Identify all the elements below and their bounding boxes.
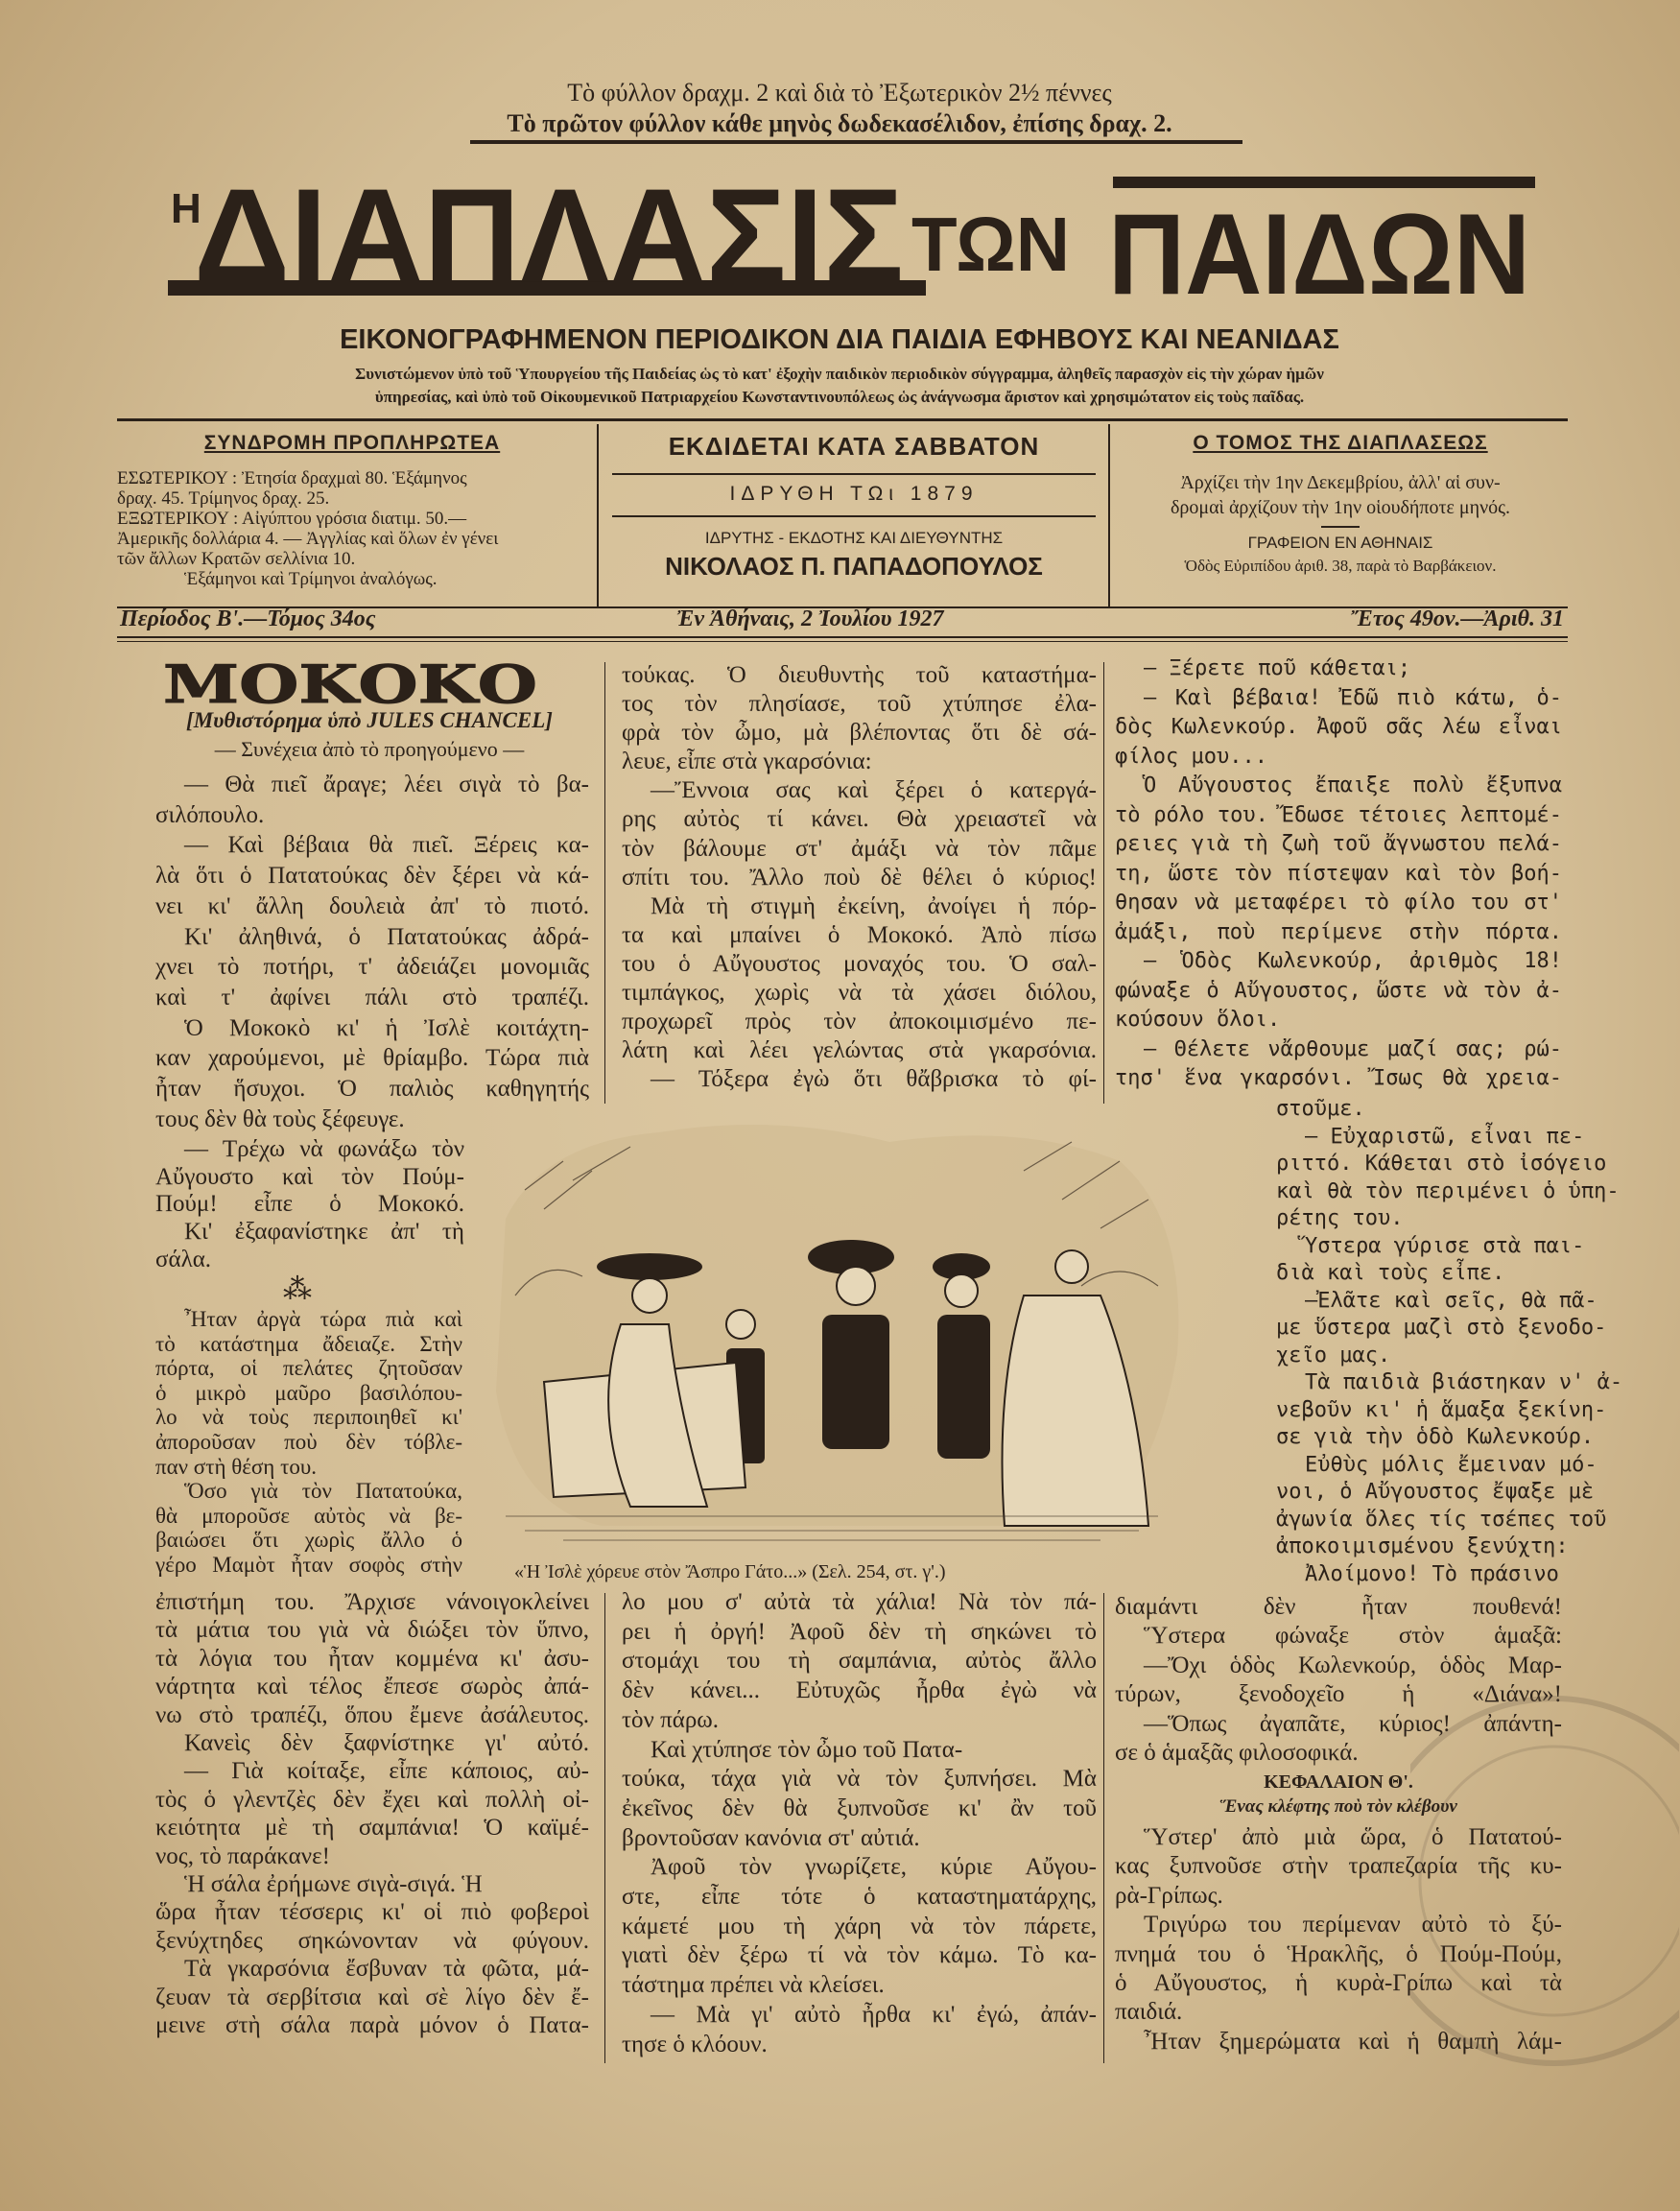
publisher-name: ΝΙΚΟΛΑΟΣ Π. ΠΑΠΑΔΟΠΟΥΛΟΣ — [665, 552, 1043, 581]
text-line: λὰ ὅτι ὁ Πατατούκας δὲν ξέρει νὰ κά- — [155, 863, 589, 890]
text-line: Ὕστερ' ἀπὸ μιὰ ὥρα, ὁ Πατατού- — [1144, 1824, 1562, 1850]
founded-year: ΙΔΡΥΘΗ ΤΩι 1879 — [729, 483, 979, 505]
text-line: νω στὸ τραπέζι, ὅπου ἔμενε ἀσάλευτος. — [155, 1701, 589, 1728]
column-divider — [1103, 662, 1104, 1104]
text-line: ὁ Αὔγουστος, ἡ κυρὰ-Γρίπω καὶ τὰ — [1115, 1970, 1562, 1997]
dateline-period: Περίοδος Β'.—Τόμος 34ος — [120, 606, 376, 631]
text-line: με ὕστερα μαζὶ στὸ ξενοδο- — [1276, 1316, 1607, 1340]
text-line: Κι' ἀληθινά, ὁ Πατατούκας ἀδρά- — [184, 923, 589, 950]
subscription-box — [117, 432, 587, 589]
text-line: σπίτι του. Ἄλλο ποὺ δὲ θέλει ὁ κύριος! — [622, 864, 1097, 891]
subscription-line: δραχ. 45. Τρίμηνος δραχ. 25. — [117, 488, 330, 509]
text-line: Ἦταν ξημερώματα καὶ ἡ θαμπὴ λάμ- — [1144, 2028, 1562, 2055]
text-line: Ὕστερα γύρισε στὰ παι- — [1305, 1233, 1585, 1258]
story-byline: [Μυθιστόρημα ὑπὸ JULES CHANCEL] — [186, 708, 553, 732]
masthead-article: Η — [171, 185, 201, 232]
text-line: ρει ἡ ὀργή! Ἀφοῦ δὲν τὴ σηκώνει τὸ — [622, 1618, 1097, 1645]
text-line: λο νὰ τοὺς περιποιηθεῖ κι' — [155, 1405, 462, 1430]
text-line: νος, τὸ παράκανε! — [155, 1842, 330, 1869]
text-line: Ὁ Αὔγουστος ἔπαιξε πολὺ ἔξυπνα — [1144, 773, 1562, 797]
text-line: τη, ὥστε τὸν πίστεψαν καὶ τὸν βοή- — [1115, 861, 1562, 886]
text-line: φίλος μου... — [1115, 744, 1267, 769]
text-line: Ὁ Μοκοκὸ κι' ἡ Ἰσλὲ κοιτάχτη- — [184, 1014, 589, 1041]
text-line: τιμπάγκος, χωρὶς νὰ τὰ χάσει διόλου, — [622, 980, 1097, 1007]
text-line: Ὕστερα φώναξε στὸν ἁμαξᾶ: — [1144, 1623, 1562, 1650]
text-line: ἀμάξι, ποὺ περίμενε στὴν πόρτα. — [1115, 919, 1562, 944]
text-line: θὰ μποροῦσε αὐτὸς νὰ βε- — [155, 1503, 462, 1528]
text-line: λάτη καὶ λέει γελώντας στὰ γκαρσόνια. — [622, 1037, 1097, 1064]
text-line: τάστημα πρέπει νὰ κλείσει. — [622, 1972, 885, 1999]
text-line: λευε, εἶπε στὰ γκαρσόνια: — [622, 749, 872, 775]
publication-box — [604, 432, 1103, 582]
text-line: καὶ θὰ τὸν περιμένει ὁ ὑπη- — [1276, 1178, 1620, 1203]
library-stamp — [1410, 1670, 1679, 2092]
text-line: γέρο Μαμὸτ ἦταν σοφὸς στὴν — [155, 1552, 462, 1577]
subscription-title: ΣΥΝΔΡΟΜΗ ΠΡΟΠΛΗΡΩΤΕΑ — [203, 432, 501, 454]
text-line: λο μου σ' αὐτὰ τὰ χάλια! Νὰ τὸν πά- — [622, 1589, 1097, 1615]
endorsement-line-1: Συνιστώμενον ὑπὸ τοῦ Ὑπουργείου τῆς Παιδείας ὡς τὸ κατ' ἐξοχὴν παιδικὸν περιοδικὸν σύγγραμμα, ἀληθεῖς παρασχὸν εἰς τὴν χώραν ἡμῶν — [355, 365, 1324, 383]
text-line: στοῦμε. — [1276, 1097, 1365, 1121]
text-line: σιλόπουλο. — [155, 801, 265, 828]
text-line: κάμετέ μου τὴ χάρη νὰ τὸν πάρετε, — [622, 1913, 1097, 1939]
text-line: — Γιὰ κοίταξε, εἶπε κάποιος, αὐ- — [184, 1758, 589, 1785]
text-line: φώναξε ὁ Αὔγουστος, ὥστε νὰ τὸν ἀ- — [1115, 978, 1562, 1003]
volume-title: Ο ΤΟΜΟΣ ΤΗΣ ΔΙΑΠΛΑΣΕΩΣ — [1193, 432, 1488, 454]
column-1-text-bottom — [155, 1588, 589, 2040]
chapter-title: ΚΕΦΑΛΑΙΟΝ Θ'. — [1264, 1771, 1413, 1793]
text-line: Εὐθὺς μόλις ἔμειναν μό- — [1305, 1452, 1597, 1477]
text-line: βαιώσει ὅτι χωρὶς ἄλλο ὁ — [155, 1528, 462, 1553]
text-line: τὰ μάτια του γιὰ νὰ διώξει τὸν ὕπνο, — [155, 1617, 589, 1644]
publisher-role: ΙΔΡΥΤΗΣ - ΕΚΔΟΤΗΣ ΚΑΙ ΔΙΕΥΘΥΝΤΗΣ — [704, 529, 1004, 547]
column-2-text-top — [622, 661, 1097, 1094]
volume-text — [1115, 470, 1566, 520]
column-2-text-bottom — [622, 1588, 1097, 2059]
text-line: σε γιὰ τὴν ὁδὸ Κωλενκούρ. — [1276, 1425, 1595, 1449]
divider — [1108, 424, 1110, 606]
text-line: — Τρέχω νὰ φωνάξω τὸν — [184, 1136, 464, 1162]
masthead-title-paidon: ΠΑΙΔΩΝ — [1108, 190, 1530, 317]
text-line: — Τόξερα ἐγὼ ὅτι θἄβρισκα τὸ φί- — [651, 1066, 1097, 1093]
chapter-subtitle: Ἕνας κλέφτης ποὺ τὸν κλέβουν — [1219, 1796, 1457, 1817]
text-line: Κανεὶς δὲν ξαφνίστηκε γι' αὐτό. — [184, 1730, 589, 1757]
divider — [470, 140, 1242, 144]
endorsement-line-2: ὑπηρεσίας, καὶ ὑπὸ τοῦ Οἰκουμενικοῦ Πατριαρχείου Κωνσταντινουπόλεως ὡς ἀνάγνωσμα ἄριστον καὶ χρησιμώτατον εἰς τοὺς παῖδας. — [374, 388, 1305, 406]
divider — [117, 636, 1568, 638]
text-line: Κι' ἐξαφανίστηκε ἀπ' τὴ — [184, 1219, 464, 1246]
text-line: κας ξυπνοῦσε στὴν τραπεζαρία τῆς κυ- — [1115, 1853, 1562, 1880]
text-line: προχωρεῖ πρὸς τὸν ἀποκοιμισμένο πε- — [622, 1009, 1097, 1035]
office-address: Ὁδὸς Εὐριπίδου ἀριθ. 38, παρὰ τὸ Βαρβάκειον. — [1184, 557, 1497, 575]
text-line: —Ὄχι ὁδὸς Κωλενκούρ, ὁδὸς Μαρ- — [1144, 1652, 1562, 1678]
text-line: Τὰ γκαρσόνια ἔσβυναν τὰ φῶτα, μά- — [184, 1956, 589, 1983]
subscription-line: ΕΞΩΤΕΡΙΚΟΥ : Αἰγύπτου γρόσια διατιμ. 50.— — [117, 509, 467, 529]
column-divider — [604, 662, 605, 1104]
text-line: τος τὸν πλησίασε, τοῦ χτύπησε ἐλα- — [622, 691, 1097, 718]
dateline — [120, 606, 1564, 635]
text-line: ἐπιστήμη του. Ἄρχισε νάνοιγοκλείνει — [155, 1589, 589, 1615]
text-line: γιατὶ δὲν ξέρω τί νὰ τὸν κάμω. Τὸ κα- — [622, 1942, 1097, 1969]
illustration-caption: «Ἡ Ἰσλὲ χόρευε στὸν Ἄσπρο Γάτο...» (Σελ. 254, στ. γ'.) — [514, 1561, 946, 1582]
masthead-title-ton: ΤΩΝ — [911, 202, 1070, 287]
illustration-cafe-scene — [486, 1104, 1201, 1555]
price-notice-line-1: Τὸ φύλλον δραχμ. 2 καὶ διὰ τὸ Ἐξωτερικὸν 2½ πέννες — [567, 79, 1112, 107]
text-line: νεβοῦν κι' ἡ ἅμαξα ξεκίνη- — [1276, 1397, 1607, 1422]
text-line: τὸν βάλουμε στ' ἀμάξι νὰ τὸν πᾶμε — [622, 835, 1097, 862]
text-line: — Μὰ γι' αὐτὸ ἦρθα κι' ἐγώ, ἀπάν- — [651, 2001, 1097, 2028]
text-line: καὶ τ' ἀφίνει πάλι στὸ τραπέζι. — [155, 984, 589, 1010]
column-1-text-middle — [155, 1307, 462, 1578]
text-line: στε, εἶπε τότε ὁ καταστηματάρχης, — [622, 1884, 1097, 1911]
text-line: μεινε στὴ σάλα παρὰ μόνον ὁ Πατα- — [155, 2012, 589, 2039]
text-line: διαμάντι δὲν ἦταν πουθενά! — [1115, 1594, 1562, 1620]
text-line: τὸ ρόλο του. Ἔδωσε τέτοιες λεπτομέ- — [1115, 802, 1562, 827]
text-line: ἀποροῦσαν ποὺ δὲν τόβλε- — [155, 1429, 462, 1454]
text-line: στομάχι του τὴ σαμπάνια, αὐτὸς ἄλλο — [622, 1648, 1097, 1675]
text-line: Ἡ σάλα ἐρήμωνε σιγὰ-σιγά. Ἡ — [184, 1871, 483, 1898]
dateline-issue: Ἔτος 49ον.—Ἀριθ. 31 — [1350, 606, 1564, 631]
text-line: ἀγωνία ὅλες τίς τσέπες τοῦ — [1276, 1507, 1607, 1532]
text-line: ὥρα ἦταν τέσσερις κι' οἱ πιὸ φοβεροὶ — [155, 1899, 589, 1926]
story-continued: — Συνέχεια ἀπὸ τὸ προηγούμενο — — [214, 737, 525, 761]
masthead-overbar — [1113, 177, 1535, 188]
column-divider — [1103, 1593, 1104, 2063]
text-line: Ἦταν ἀργὰ τώρα πιὰ καὶ — [184, 1307, 462, 1331]
text-line: ἐκεῖνος δὲν θὰ ξυπνοῦσε κι' ἂν τοῦ — [622, 1795, 1097, 1821]
text-line: σε ὁ ἁμαξᾶς φιλοσοφικά. — [1115, 1740, 1359, 1767]
text-line: — Καὶ βέβαια! Ἐδῶ πιὸ κάτω, ὁ- — [1144, 685, 1562, 710]
text-line: κούσουν ὅλοι. — [1115, 1008, 1281, 1032]
text-line: σάλα. — [155, 1246, 212, 1272]
column-1-text-narrow — [155, 1136, 464, 1274]
text-line: διὰ καὶ τοὺς εἶπε. — [1276, 1261, 1505, 1285]
text-line: πνημά του ὁ Ἡρακλῆς, ὁ Πούμ-Πούμ, — [1115, 1940, 1562, 1967]
text-line: ἀποκοιμισμένου ξενύχτη: — [1276, 1534, 1569, 1558]
divider — [597, 424, 599, 606]
text-line: παιδιά. — [1115, 1999, 1183, 2026]
text-line: —Ὅπως ἀγαπᾶτε, κύριος! ἀπάντη- — [1144, 1710, 1562, 1737]
text-line: θησαν νὰ μεταφέρει τὸ φίλο του στ' — [1115, 891, 1562, 915]
text-line: — Θέλετε νἄρθουμε μαζί σας; ρώ- — [1144, 1036, 1562, 1061]
subscription-line: Ἑξάμηνοι καὶ Τρίμηνοι ἀναλόγως. — [184, 569, 438, 589]
text-line: τὰ λόγια του ἦταν κομμένα κι' ἀσυ- — [155, 1645, 589, 1672]
publication-schedule: ΕΚΔΙΔΕΤΑΙ ΚΑΤΑ ΣΑΒΒΑΤΟΝ — [668, 432, 1040, 461]
text-line: Ἀφοῦ τὸν γνωρίζετε, κύριε Αὔγου- — [651, 1854, 1097, 1881]
masthead-subtitle: ΕΙΚΟΝΟΓΡΑΦΗΜΕΝΟΝ ΠΕΡΙΟΔΙΚΟΝ ΔΙΑ ΠΑΙΔΙΑ ΕΦΗΒΟΥΣ ΚΑΙ ΝΕΑΝΙΔΑΣ — [340, 324, 1339, 355]
text-line: Τὰ παιδιὰ βιάστηκαν ν' ἀ- — [1305, 1370, 1623, 1394]
text-line: νοι, ὁ Αὔγουστος ἔψαξε μὲ — [1276, 1480, 1595, 1504]
text-line: — Καὶ βέβαια θὰ πιεῖ. Ξέρεις κα- — [184, 832, 589, 859]
masthead-title-diaplasis: ΔΙΑΠΛΑΣΙΣ — [194, 163, 904, 311]
text-line: παν στὴ θέση του. — [155, 1454, 317, 1479]
text-line: ρὰ-Γρίπως. — [1115, 1882, 1223, 1909]
text-line: καν χαρούμενοι, μὲ θρίαμβο. Τώρα πιὰ — [155, 1045, 589, 1072]
divider — [117, 418, 1568, 421]
text-line: βροντοῦσαν κανόνια στ' αὐτιά. — [622, 1824, 920, 1851]
text-line: Ὅσο γιὰ τὸν Πατατούκα, — [184, 1479, 462, 1504]
endorsement — [154, 363, 1526, 409]
text-line: ἦταν ἥσυχοι. Ὁ παλιὸς καθηγητής — [155, 1076, 589, 1103]
text-line: Ἀλοίμονο! Τὸ πράσινο — [1305, 1561, 1559, 1586]
story-title — [163, 660, 547, 708]
text-line: τησ' ἕνα γκαρσόνι. Ἴσως θὰ χρεια- — [1115, 1066, 1562, 1090]
text-line: Πούμ! εἶπε ὁ Μοκοκό. — [155, 1191, 464, 1218]
text-line: κειότητα μὲ τὴ σαμπάνια! Ὁ καϊμέ- — [155, 1815, 589, 1842]
text-line: τύρων, ξενοδοχεῖο ἡ «Διάνα»! — [1115, 1681, 1562, 1708]
text-line: — Εὐχαριστῶ, εἶναι πε- — [1305, 1124, 1585, 1149]
text-line: δὲν κάνει... Εὐτυχῶς ἦρθα ἐγὼ νὰ — [622, 1677, 1097, 1704]
text-line: τους δὲν θὰ τοὺς ξέφευγε. — [155, 1106, 405, 1132]
text-line: ὁ μικρὸ μαῦρο βασιλόπου- — [155, 1380, 462, 1405]
story-title-text: ΜΟΚΟΚΟ — [163, 660, 537, 708]
text-line: Καὶ χτύπησε τὸν ὦμο τοῦ Πατα- — [651, 1736, 963, 1763]
text-line: Μὰ τὴ στιγμὴ ἐκείνη, ἀνοίγει ἡ πόρ- — [651, 892, 1097, 919]
text-line: — Ξέρετε ποῦ κάθεται; — [1144, 656, 1411, 680]
text-line: ζευαν τὰ σερβίτσια καὶ σὲ λίγο δὲν ἔ- — [155, 1984, 589, 2010]
text-line: τούκας. Ὁ διευθυντὴς τοῦ καταστήμα- — [622, 662, 1097, 688]
office-title: ΓΡΑΦΕΙΟΝ ΕΝ ΑΘΗΝΑΙΣ — [1247, 534, 1433, 552]
text-line: ξενύχτηδες σηκώνονταν νὰ φύγουν. — [155, 1927, 589, 1954]
column-1-text-top — [155, 770, 589, 1134]
divider — [117, 641, 1568, 642]
text-line: νάρτητα καὶ τέλος ἔπεσε σωρὸς ἀπά- — [155, 1674, 589, 1700]
text-line: τὸ κατάστημα ἄδειαζε. Στὴν — [155, 1331, 462, 1356]
text-line: τα καὶ μπαίνει ὁ Μοκοκό. Ἀπὸ πίσω — [622, 921, 1097, 948]
text-line: ρέτης του. — [1276, 1206, 1404, 1230]
volume-line-2: δρομαὶ ἀρχίζουν τὴν 1ην οἱουδήποτε μηνός. — [1170, 497, 1511, 518]
text-line: ριττό. Κάθεται στὸ ἰσόγειο — [1276, 1152, 1607, 1176]
column-divider — [604, 1593, 605, 2063]
text-line: Αὔγουστο καὶ τὸν Πούμ- — [155, 1163, 464, 1190]
price-notice-line-2: Τὸ πρῶτον φύλλον κάθε μηνὸς δωδεκασέλιδον, ἐπίσης δραχ. 2. — [507, 109, 1172, 137]
text-line: — Θὰ πιεῖ ἄραγε; λέει σιγὰ τὸ βα- — [184, 772, 589, 797]
text-line: πόρτα, οἱ πελάτες ζητοῦσαν — [155, 1356, 462, 1381]
column-3-text-top — [1115, 654, 1562, 1094]
text-line: χεῖο μας. — [1276, 1343, 1391, 1367]
asterism: ⁂ — [283, 1273, 312, 1305]
text-line: τησε ὁ κλόουν. — [622, 2031, 768, 2057]
text-line: φρὰ τὸν ὦμο, μὰ βλέποντας ὅτι δὲ σά- — [622, 720, 1097, 747]
text-line: του ὁ Αὔγουστος μοναχός του. Ὁ σαλ- — [622, 950, 1097, 977]
text-line: τούκα, τάχα γιὰ νὰ τὸν ξυπνήσει. Μὰ — [622, 1766, 1097, 1793]
volume-box — [1115, 432, 1566, 576]
text-line: — Ὁδὸς Κωλενκούρ, ἀριθμὸς 18! — [1144, 949, 1562, 973]
text-line: ρης αὐτὸς τί κάνει. Θὰ χρειαστεῖ νὰ — [622, 806, 1097, 833]
text-line: —Ἔννοια σας καὶ ξέρει ὁ κατεργά- — [651, 777, 1097, 804]
price-notice — [288, 79, 1391, 138]
text-line: Τριγύρω του περίμεναν αὐτὸ τὸ ξύ- — [1144, 1912, 1562, 1938]
text-line: δὸς Κωλενκούρ. Ἀφοῦ σᾶς λέω εἶναι — [1115, 715, 1562, 739]
text-line: τὸς ὁ γλεντζὲς δὲν ἔχει καὶ πολλὴ οἰ- — [155, 1786, 589, 1813]
text-line: χνει τὸ ποτήρι, τ' ἀδειάζει μονομιᾶς — [155, 954, 589, 981]
subscription-line: τῶν ἄλλων Κρατῶν σελλίνια 10. — [117, 549, 356, 569]
text-line: ρειες γιὰ τὴ ζωὴ τοῦ ἄγνωστου πελά- — [1115, 832, 1562, 856]
dateline-date: Ἐν Ἀθήναις, 2 Ἰουλίου 1927 — [676, 606, 944, 631]
text-line: τὸν πάρω. — [622, 1706, 720, 1733]
masthead-logo — [154, 163, 1545, 317]
subscription-line: Ἀμερικῆς δολλάρια 4. — Ἀγγλίας καὶ ὅλων ἐν γένει — [117, 529, 499, 549]
volume-line-1: Ἀρχίζει τὴν 1ην Δεκεμβρίου, ἀλλ' αἱ συν- — [1180, 472, 1501, 493]
column-3-text-narrow — [1276, 1096, 1623, 1588]
text-line: νει κι' ἄλλη δουλειὰ ἀπ' τὸ πιοτό. — [155, 892, 589, 919]
subscription-line: ΕΣΩΤΕΡΙΚΟΥ : Ἐτησία δραχμαὶ 80. Ἑξάμηνος — [117, 468, 467, 488]
text-line: —Ἐλᾶτε καὶ σεῖς, θὰ πᾶ- — [1305, 1288, 1597, 1313]
